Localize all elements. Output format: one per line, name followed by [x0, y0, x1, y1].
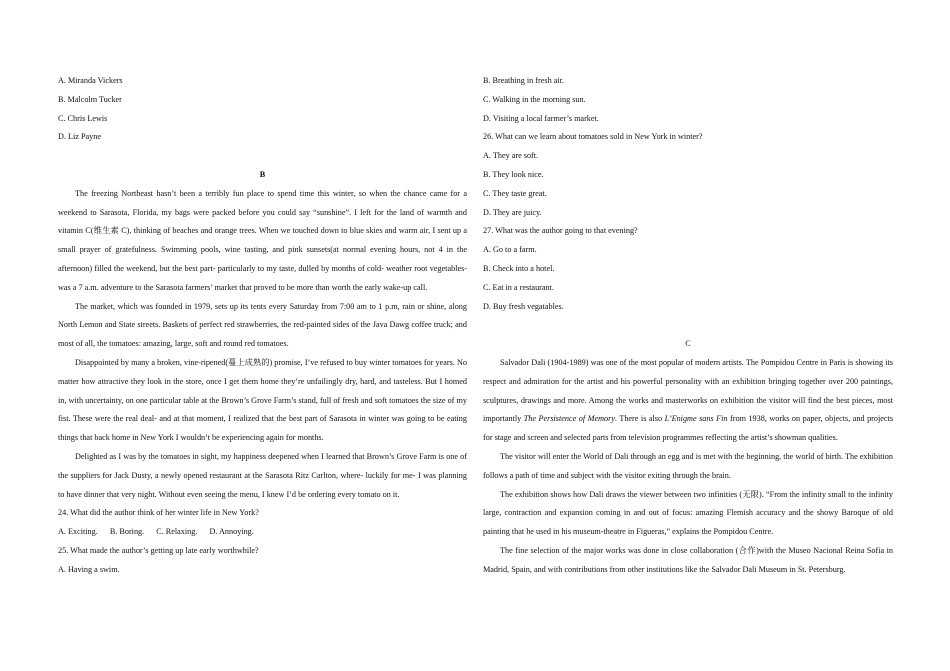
right-column	[483, 72, 893, 580]
q26-option-a: A. They are soft.	[483, 151, 539, 161]
q27-option-c: C. Eat in a restaurant.	[483, 282, 554, 292]
left-column	[58, 72, 467, 580]
q25-option-c: C. Walking in the morning sun.	[483, 94, 586, 104]
passage-c-p1-text-c: from 1938, works on paper, objects, and projects for stage and screen and selected parts from television programmes reflecting the artist’s showman qualities.	[483, 414, 894, 443]
passage-c-paragraph-2: The visitor will enter the World of Dali through an egg and is met with the beginning, the world of birth. The exhibition follows a path of time and subject with the visitor exiting through the brain.	[483, 451, 893, 480]
q25-option-b: B. Breathing in fresh air.	[483, 76, 564, 85]
question-24-options	[58, 523, 467, 542]
q27-option-a: A. Go to a farm.	[483, 245, 537, 255]
passage-c-paragraph-3: The exhibition shows how Dali draws the viewer between two infinities (无限). “From the infinity small to the infinity large, contraction and expansion coming in and out of focus: amazing Flemish accuracy and the showy Baroque of old painting that he used in his museum-theatre in Figueras,” explains the Pompidou Centre.	[483, 489, 893, 537]
option-d: D. Liz Payne	[58, 132, 101, 142]
passage-c-paragraph-1	[483, 354, 893, 448]
q26-option-d: D. They are juicy.	[483, 207, 542, 217]
q24-option-b: B. Boring.	[109, 527, 145, 537]
q27-option-b: B. Check into a hotel.	[483, 263, 555, 273]
passage-b-heading: B	[259, 169, 266, 179]
painting-title-enigme: L’Enigme sans Fin	[664, 414, 728, 424]
passage-b-paragraph-2: The market, which was founded in 1979, sets up its tents every Saturday from 7:00 am to 1 p.m, rain or shine, along North Lemon and State streets. Baskets of perfect red strawberries, the red-painted sides of the Java Dawg coffee truck; and most of all, the tomatoes: amazing, large, soft and round red tomatoes.	[58, 301, 467, 349]
passage-c-heading: C	[685, 339, 691, 349]
question-26: 26. What can we learn about tomatoes sold in New York in winter?	[483, 132, 703, 142]
q24-option-c: C. Relaxing.	[156, 527, 198, 537]
q25-option-a: A. Having a swim.	[58, 564, 120, 574]
question-25: 25. What made the author’s getting up late early worthwhile?	[58, 545, 259, 555]
q25-option-d: D. Visiting a local farmer’s market.	[483, 113, 599, 123]
q24-option-d: D. Annoying.	[209, 527, 254, 537]
passage-b-paragraph-3: Disappointed by many a broken, vine-ripened(蔓上成熟的) promise, I’ve refused to buy winter tomatoes for years. No matter how attractive they look in the store, once I get them home they’re unfailingly dry, hard, and tasteless. But I homed in, with uncertainty, on one particular table at the Brown’s Grove Farm’s stand, full of fresh and soft tomatoes the size of my fist. These were the real deal- and at that moment, I realized that the best part of Sarasota in winter was going to be eating things that back home in New York I wouldn’t be experiencing again for months.	[58, 357, 467, 443]
option-c: C. Chris Lewis	[58, 113, 108, 123]
painting-title-persistence: The Persistence of Memory	[523, 414, 615, 424]
passage-b-paragraph-4: Delighted as I was by the tomatoes in sight, my happiness deepened when I learned that Brown’s Grove Farm is one of the suppliers for Jack Dusty, a newly opened restaurant at the Sarasota Ritz Carlton, where- luckily for me- I was planning to have dinner that very night. Without even seeing the menu, I knew I’d be ordering every tomato on it.	[58, 451, 467, 499]
q24-option-a: A. Exciting.	[58, 527, 98, 537]
question-24: 24. What did the author think of her winter life in New York?	[58, 508, 259, 518]
option-b: B. Malcolm Tucker	[58, 94, 122, 104]
passage-c-paragraph-4: The fine selection of the major works was done in close collaboration (合作)with the Museo Nacional Reina Sofia in Madrid, Spain, and with contributions from other institutions like the Salvador Dali Museum in St. Petersburg.	[483, 545, 893, 574]
q26-option-b: B. They look nice.	[483, 169, 544, 179]
passage-b-paragraph-1: The freezing Northeast hasn’t been a terribly fun place to spend time this winter, so when the chance came for a weekend to Sarasota, Florida, my bags were packed before you could say “sunshine”. I left for the land of warmth and vitamin C(维生素 C), thinking of beaches and orange trees. When we touched down to blue skies and warm air, I sent up a small prayer of gratefulness. Swimming pools, wine tasting, and pink sunsets(at normal evening hours, not 4 in the afternoon) filled the weekend, but the best part- particularly to my taste, dulled by months of cold- weather root vegetables- was a 7 a.m. adventure to the Sarasota farmers’ market that proved to be more than worth the early wake-up call.	[58, 188, 467, 292]
question-27: 27. What was the author going to that evening?	[483, 226, 638, 236]
passage-c-p1-text-a: Salvador Dali (1904-1989) was one of the most popular of modern artists. The Pompidou Centre in Paris is showing its respect and admiration for the artist and his powerful personality with an exhibition bringing together over 200 paintings, sculptures, drawings and more. Among the works and masterworks on exhibition the visitor will find the best pieces, most importantly	[483, 357, 893, 424]
q26-option-c: C. They taste great.	[483, 188, 547, 198]
passage-c-p1-text-b: . There is also	[614, 414, 665, 424]
q27-option-d: D. Buy fresh vegatables.	[483, 301, 564, 311]
option-a: A. Miranda Vickers	[58, 76, 123, 85]
